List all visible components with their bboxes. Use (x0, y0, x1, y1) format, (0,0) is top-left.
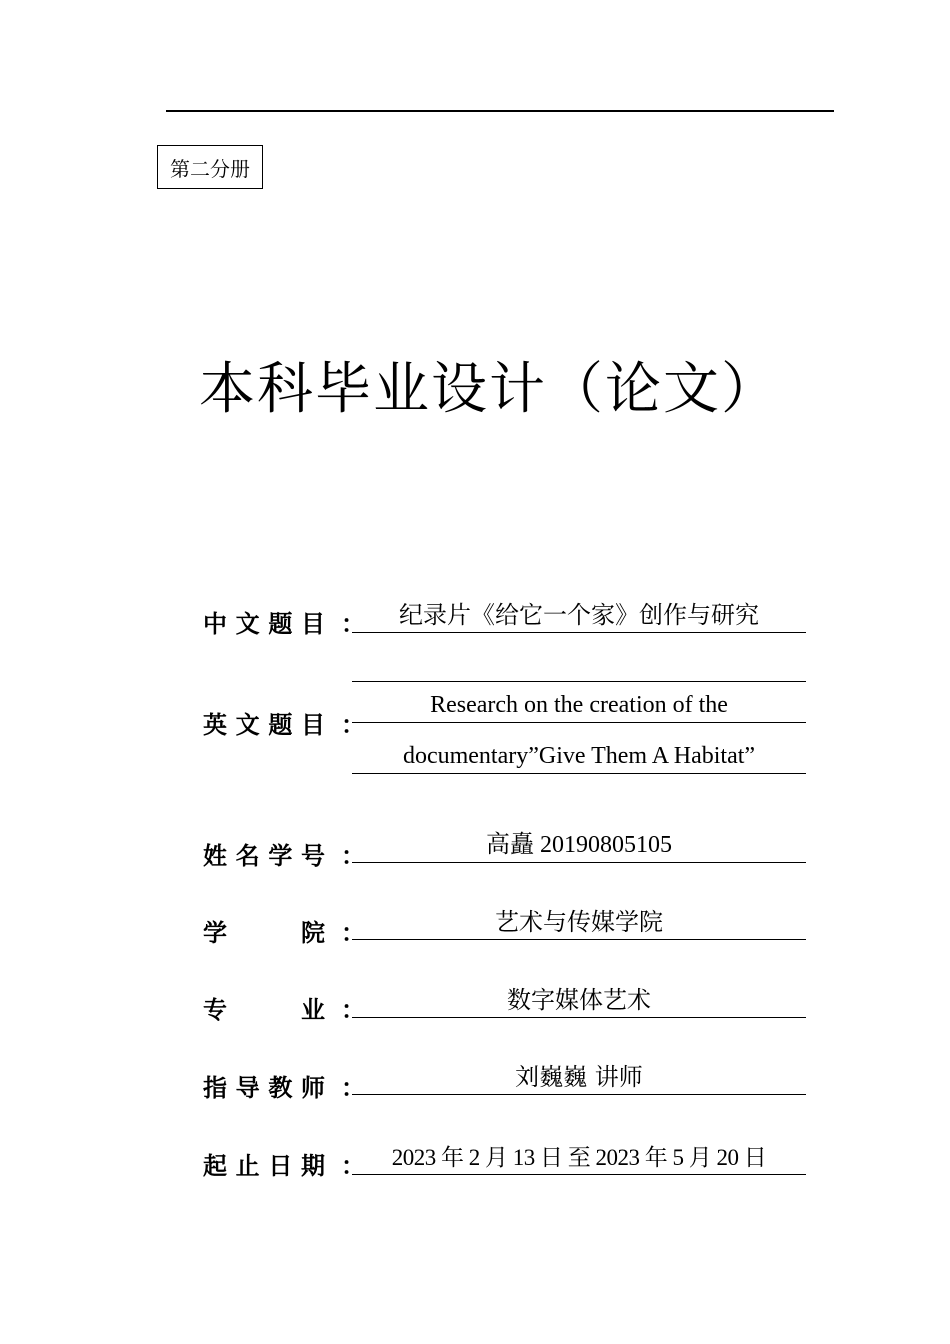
en-title-line1: Research on the creation of the (352, 689, 806, 723)
major-colon: ： (341, 996, 365, 1024)
college-label: 学 院 (203, 919, 325, 947)
dates-colon: ： (341, 1152, 365, 1180)
college-value: 艺术与传媒学院 (352, 906, 806, 940)
major-label: 专 业 (203, 996, 325, 1024)
dates-label: 起 止 日 期 (203, 1152, 325, 1180)
en-title-top-rule (352, 681, 806, 682)
volume-label: 第二分册 (157, 145, 263, 189)
advisor-value: 刘巍巍 讲师 (352, 1061, 806, 1095)
en-title-colon: ： (341, 711, 365, 739)
en-title-label: 英 文 题 目 (203, 711, 325, 739)
dates-value: 2023 年 2 月 13 日 至 2023 年 5 月 20 日 (352, 1141, 806, 1175)
en-title-line2: documentary”Give Them A Habitat” (352, 740, 806, 774)
cn-title-colon: ： (341, 610, 365, 638)
cn-title-value: 纪录片《给它一个家》创作与研究 (352, 599, 806, 633)
name-id-colon: ： (341, 842, 365, 870)
cn-title-label: 中 文 题 目 (203, 610, 325, 638)
name-id-label: 姓 名 学 号 (203, 842, 325, 870)
major-value: 数字媒体艺术 (352, 984, 806, 1018)
advisor-colon: ： (341, 1074, 365, 1102)
advisor-label: 指 导 教 师 (203, 1074, 325, 1102)
top-rule (166, 110, 834, 112)
college-colon: ： (341, 919, 365, 947)
name-id-value: 高矗 20190805105 (352, 829, 806, 863)
document-title: 本科毕业设计（论文） (199, 357, 779, 422)
